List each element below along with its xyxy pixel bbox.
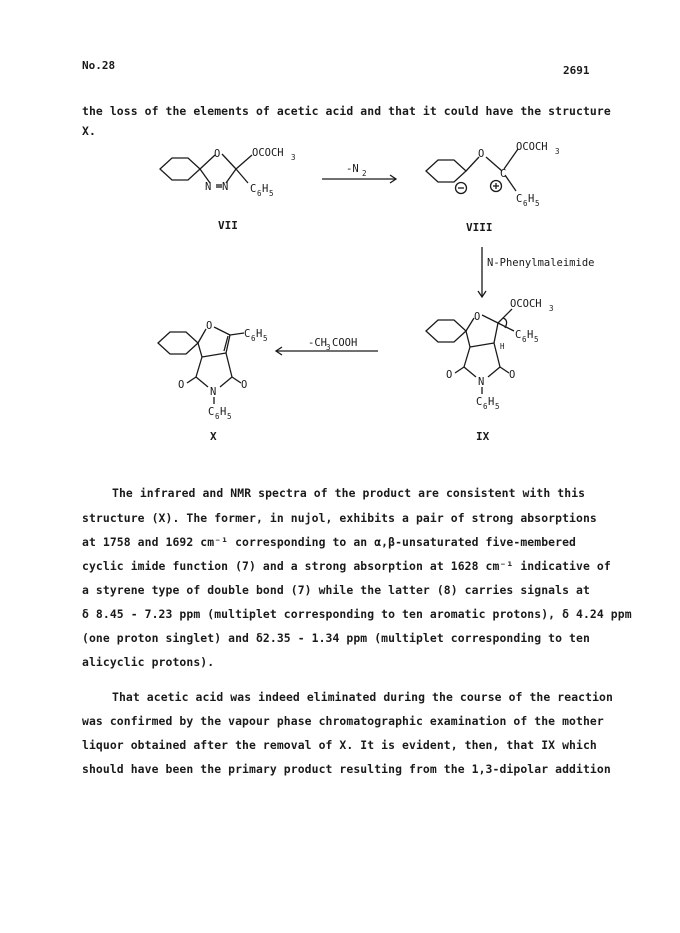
ix-carbonyl-oxygen-left: O — [446, 369, 453, 381]
x-label: X — [210, 430, 217, 443]
viii-phenyl-c-subscript: 6 — [523, 199, 528, 208]
x-n-phenyl-c-subscript: 6 — [215, 412, 220, 421]
journal-number: No.28 — [82, 59, 116, 72]
paragraph1-line-6: δ 8.45 - 7.23 ppm (multiplet corresponding to ten aromatic protons), δ 4.24 ppm — [82, 607, 632, 621]
paragraph2-line-3: liquor obtained after the removal of X. It is evident, then, that IX which — [82, 738, 597, 752]
viii-phenyl-c: C — [516, 193, 523, 205]
vii-phenyl-h-subscript: 5 — [269, 189, 274, 198]
x-phenyl-c-subscript: 6 — [251, 334, 256, 343]
arrow3-label-subscript: 3 — [326, 343, 331, 352]
x-n-phenyl-h: H — [220, 406, 227, 418]
viii-acetoxy-subscript: 3 — [555, 147, 560, 156]
ix-n-phenyl-h-subscript: 5 — [495, 402, 500, 411]
paragraph2-line-1: That acetic acid was indeed eliminated during the course of the reaction — [112, 690, 613, 704]
vii-oxygen: O — [214, 148, 221, 160]
viii-phenyl-h: H — [528, 193, 535, 205]
reaction-scheme — [0, 135, 680, 450]
ix-phenyl-h-subscript: 5 — [534, 335, 539, 344]
arrow3-label: -CH — [308, 337, 327, 349]
intro-line-1: the loss of the elements of acetic acid and that it could have the structure — [82, 104, 611, 118]
vii-cyclohexane-ring — [160, 158, 200, 180]
vii-nitrogen-1: N — [205, 181, 212, 193]
ix-carbonyl-oxygen-right: O — [509, 369, 516, 381]
ix-n-phenyl-c: C — [476, 396, 483, 408]
vii-nitrogen-2: N — [222, 181, 229, 193]
vii-acetoxy-subscript: 3 — [291, 153, 296, 162]
paragraph1-line-2: structure (X). The former, in nujol, exhibits a pair of strong absorptions — [82, 511, 597, 525]
ix-phenyl-h: H — [527, 329, 534, 341]
vii-label: VII — [218, 219, 238, 232]
viii-cyclohexane-ring — [426, 160, 466, 182]
ix-label: IX — [476, 430, 490, 443]
ix-oxygen: O — [474, 311, 481, 323]
arrow1-label-subscript: 2 — [362, 169, 367, 178]
x-phenyl-h: H — [256, 328, 263, 340]
viii-acetoxy: OCOCH — [516, 141, 548, 153]
ix-cyclohexane-ring — [426, 320, 466, 342]
ix-acetoxy-subscript: 3 — [549, 304, 554, 313]
arrow2-label: N-Phenylmaleimide — [487, 257, 595, 269]
vii-phenyl-c-subscript: 6 — [257, 189, 262, 198]
paragraph2-line-2: was confirmed by the vapour phase chromatographic examination of the mother — [82, 714, 604, 728]
x-carbonyl-oxygen-right: O — [241, 379, 248, 391]
ix-phenyl-c-subscript: 6 — [522, 335, 527, 344]
arrow1-label: -N — [346, 163, 359, 175]
ix-phenyl-c: C — [515, 329, 522, 341]
viii-phenyl-h-subscript: 5 — [535, 199, 540, 208]
viii-carbon: C — [500, 168, 507, 180]
paragraph2-line-4: should have been the primary product resulting from the 1,3-dipolar addition — [82, 762, 611, 776]
paragraph1-line-5: a styrene type of double bond (7) while the latter (8) carries signals at — [82, 583, 590, 597]
vii-acetoxy: OCOCH — [252, 147, 284, 159]
paragraph1-line-3: at 1758 and 1692 cm⁻¹ corresponding to an α,β-unsaturated five-membered — [82, 535, 576, 549]
ix-nitrogen: N — [478, 376, 485, 388]
paragraph1-line-1: The infrared and NMR spectra of the product are consistent with this — [112, 486, 586, 500]
viii-oxygen: O — [478, 148, 485, 160]
ix-acetoxy: OCOCH — [510, 298, 542, 310]
x-oxygen: O — [206, 320, 213, 332]
vii-phenyl-h: H — [262, 183, 269, 195]
x-n-phenyl-c: C — [208, 406, 215, 418]
x-phenyl-h-subscript: 5 — [263, 334, 268, 343]
ix-hydrogen: H — [500, 342, 505, 351]
arrow3-label-cooh: COOH — [332, 337, 358, 349]
x-carbonyl-oxygen-left: O — [178, 379, 185, 391]
paragraph1-line-4: cyclic imide function (7) and a strong absorption at 1628 cm⁻¹ indicative of — [82, 559, 611, 573]
intro-line-2: X. — [82, 124, 96, 138]
x-phenyl-c: C — [244, 328, 251, 340]
paragraph1-line-8: alicyclic protons). — [82, 655, 215, 669]
x-nitrogen: N — [210, 386, 217, 398]
vii-phenyl-c: C — [250, 183, 257, 195]
x-n-phenyl-h-subscript: 5 — [227, 412, 232, 421]
x-cyclohexane-ring — [158, 332, 198, 354]
paragraph1-line-7: (one proton singlet) and δ2.35 - 1.34 ppm (multiplet corresponding to ten — [82, 631, 590, 645]
page-number: 2691 — [563, 64, 590, 77]
ix-n-phenyl-h: H — [488, 396, 495, 408]
viii-label: VIII — [466, 221, 493, 234]
ix-n-phenyl-c-subscript: 6 — [483, 402, 488, 411]
